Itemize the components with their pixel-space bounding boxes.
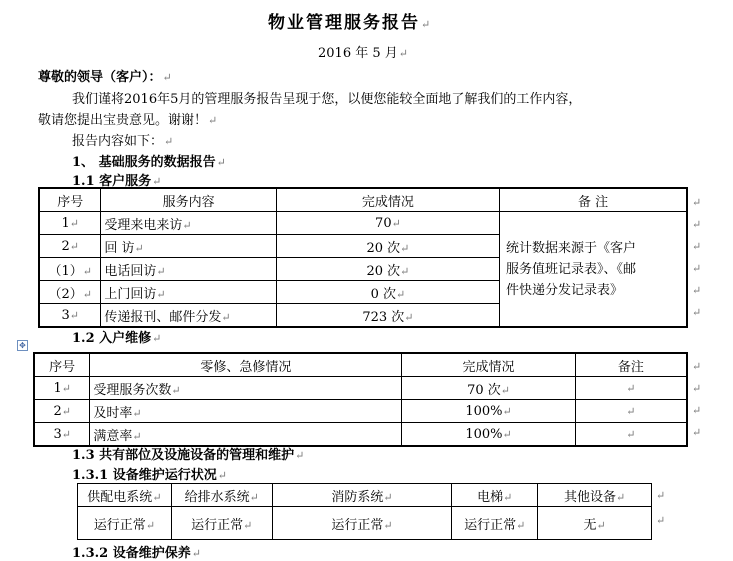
remark-line-2: 服务值班记录表》、《邮: [506, 261, 637, 277]
table-cell: 2↵: [39, 235, 101, 258]
doc-date: 2016 年 5 月↵: [318, 46, 408, 61]
table3-header-power: 供配电系统↵: [78, 484, 172, 507]
heading-1: 1、 基础服务的数据报告↵: [72, 155, 226, 170]
table-cell: ↵: [575, 377, 687, 400]
table-cell: 运行正常↵: [78, 507, 172, 540]
remark-line-1: 统计数据来源于《客户: [506, 240, 637, 256]
table3-header-water: 给排水系统↵: [171, 484, 272, 507]
table-row: [34, 400, 687, 423]
table-cell: （2）↵: [39, 281, 101, 304]
table2-header-status: 完成情况: [402, 353, 576, 377]
row-end-mark: ↵: [692, 306, 702, 319]
table3-header-fire: 消防系统↵: [272, 484, 452, 507]
table-move-handle-icon[interactable]: ✥: [17, 340, 28, 351]
heading-1-3: 1.3 共有部位及设施设备的管理和维护↵: [72, 448, 305, 463]
table-cell: 电话回访↵: [101, 258, 276, 281]
table-cell: 723 次↵: [276, 304, 499, 328]
table2-header-no: 序号: [34, 353, 90, 377]
row-end-mark: ↵: [692, 240, 702, 253]
row-end-mark: ↵: [656, 489, 666, 502]
table-cell: 70 次↵: [402, 377, 576, 400]
table1-header-remark: 备 注: [500, 188, 687, 212]
remark-line-3: 件快递分发记录表》: [506, 282, 624, 298]
table-cell: 1↵: [39, 212, 101, 235]
table-cell: 受理来电来访↵: [101, 212, 276, 235]
table-row: [34, 423, 687, 447]
table-row: [78, 507, 652, 540]
table-cell: 无↵: [538, 507, 652, 540]
heading-1-1: 1.1 客户服务↵: [72, 174, 162, 189]
heading-1-2: 1.2 入户维修↵: [72, 331, 162, 346]
table-cell: 传递报刊、邮件分发↵: [101, 304, 276, 328]
table-cell: 1↵: [34, 377, 90, 400]
equipment-status-table: [77, 483, 652, 540]
table-cell: 3↵: [39, 304, 101, 328]
table-cell: 运行正常↵: [171, 507, 272, 540]
intro-line-1: 我们谨将2016年5月的管理服务报告呈现于您，以便您能较全面地了解我们的工作内容，: [72, 92, 582, 107]
row-end-mark: ↵: [692, 196, 702, 209]
table-cell: 20 次↵: [276, 258, 499, 281]
heading-1-3-2: 1.3.2 设备维护保养↵: [72, 546, 201, 561]
table1-remark-cell: [500, 212, 687, 328]
table-cell: ↵: [575, 400, 687, 423]
table-cell: 0 次↵: [276, 281, 499, 304]
table-cell: 运行正常↵: [272, 507, 452, 540]
table-cell: ↵: [575, 423, 687, 447]
table-cell: 100%↵: [402, 400, 576, 423]
customer-service-table: [38, 187, 688, 328]
table-cell: 受理服务次数↵: [90, 377, 402, 400]
table-row: [39, 188, 687, 212]
row-end-mark: ↵: [692, 426, 702, 439]
table1-header-status: 完成情况: [276, 188, 499, 212]
table-row: [39, 212, 687, 235]
table-cell: 20 次↵: [276, 235, 499, 258]
table-cell: 3↵: [34, 423, 90, 447]
table2-header-remark: 备注: [575, 353, 687, 377]
table-cell: 运行正常↵: [452, 507, 538, 540]
table-cell: （1）↵: [39, 258, 101, 281]
row-end-mark: ↵: [692, 404, 702, 417]
table-row: [34, 353, 687, 377]
table3-header-other: 其他设备↵: [538, 484, 652, 507]
table-cell: 100%↵: [402, 423, 576, 447]
table-cell: 2↵: [34, 400, 90, 423]
table-cell: 满意率↵: [90, 423, 402, 447]
doc-title: 物业管理服务报告↵: [268, 13, 433, 33]
table2-header-content: 零修、急修情况: [90, 353, 402, 377]
table3-header-elevator: 电梯↵: [452, 484, 538, 507]
row-end-mark: ↵: [692, 218, 702, 231]
row-end-mark: ↵: [692, 284, 702, 297]
table-cell: 回 访↵: [101, 235, 276, 258]
table-row: [78, 484, 652, 507]
intro-line-2: 敬请您提出宝贵意见。谢谢！↵: [38, 113, 218, 128]
intro-line-3: 报告内容如下：↵: [72, 134, 174, 149]
row-end-mark: ↵: [692, 382, 702, 395]
table-cell: 及时率↵: [90, 400, 402, 423]
row-end-mark: ↵: [692, 262, 702, 275]
table-row: [34, 377, 687, 400]
table1-header-content: 服务内容: [101, 188, 276, 212]
table1-header-no: 序号: [39, 188, 101, 212]
heading-1-3-1: 1.3.1 设备维护运行状况↵: [72, 468, 227, 483]
repair-table: [33, 352, 688, 447]
row-end-mark: ↵: [692, 360, 702, 373]
table-cell: 70↵: [276, 212, 499, 235]
table-cell: 上门回访↵: [101, 281, 276, 304]
salutation: 尊敬的领导（客户）：↵: [38, 70, 172, 85]
row-end-mark: ↵: [656, 514, 666, 527]
